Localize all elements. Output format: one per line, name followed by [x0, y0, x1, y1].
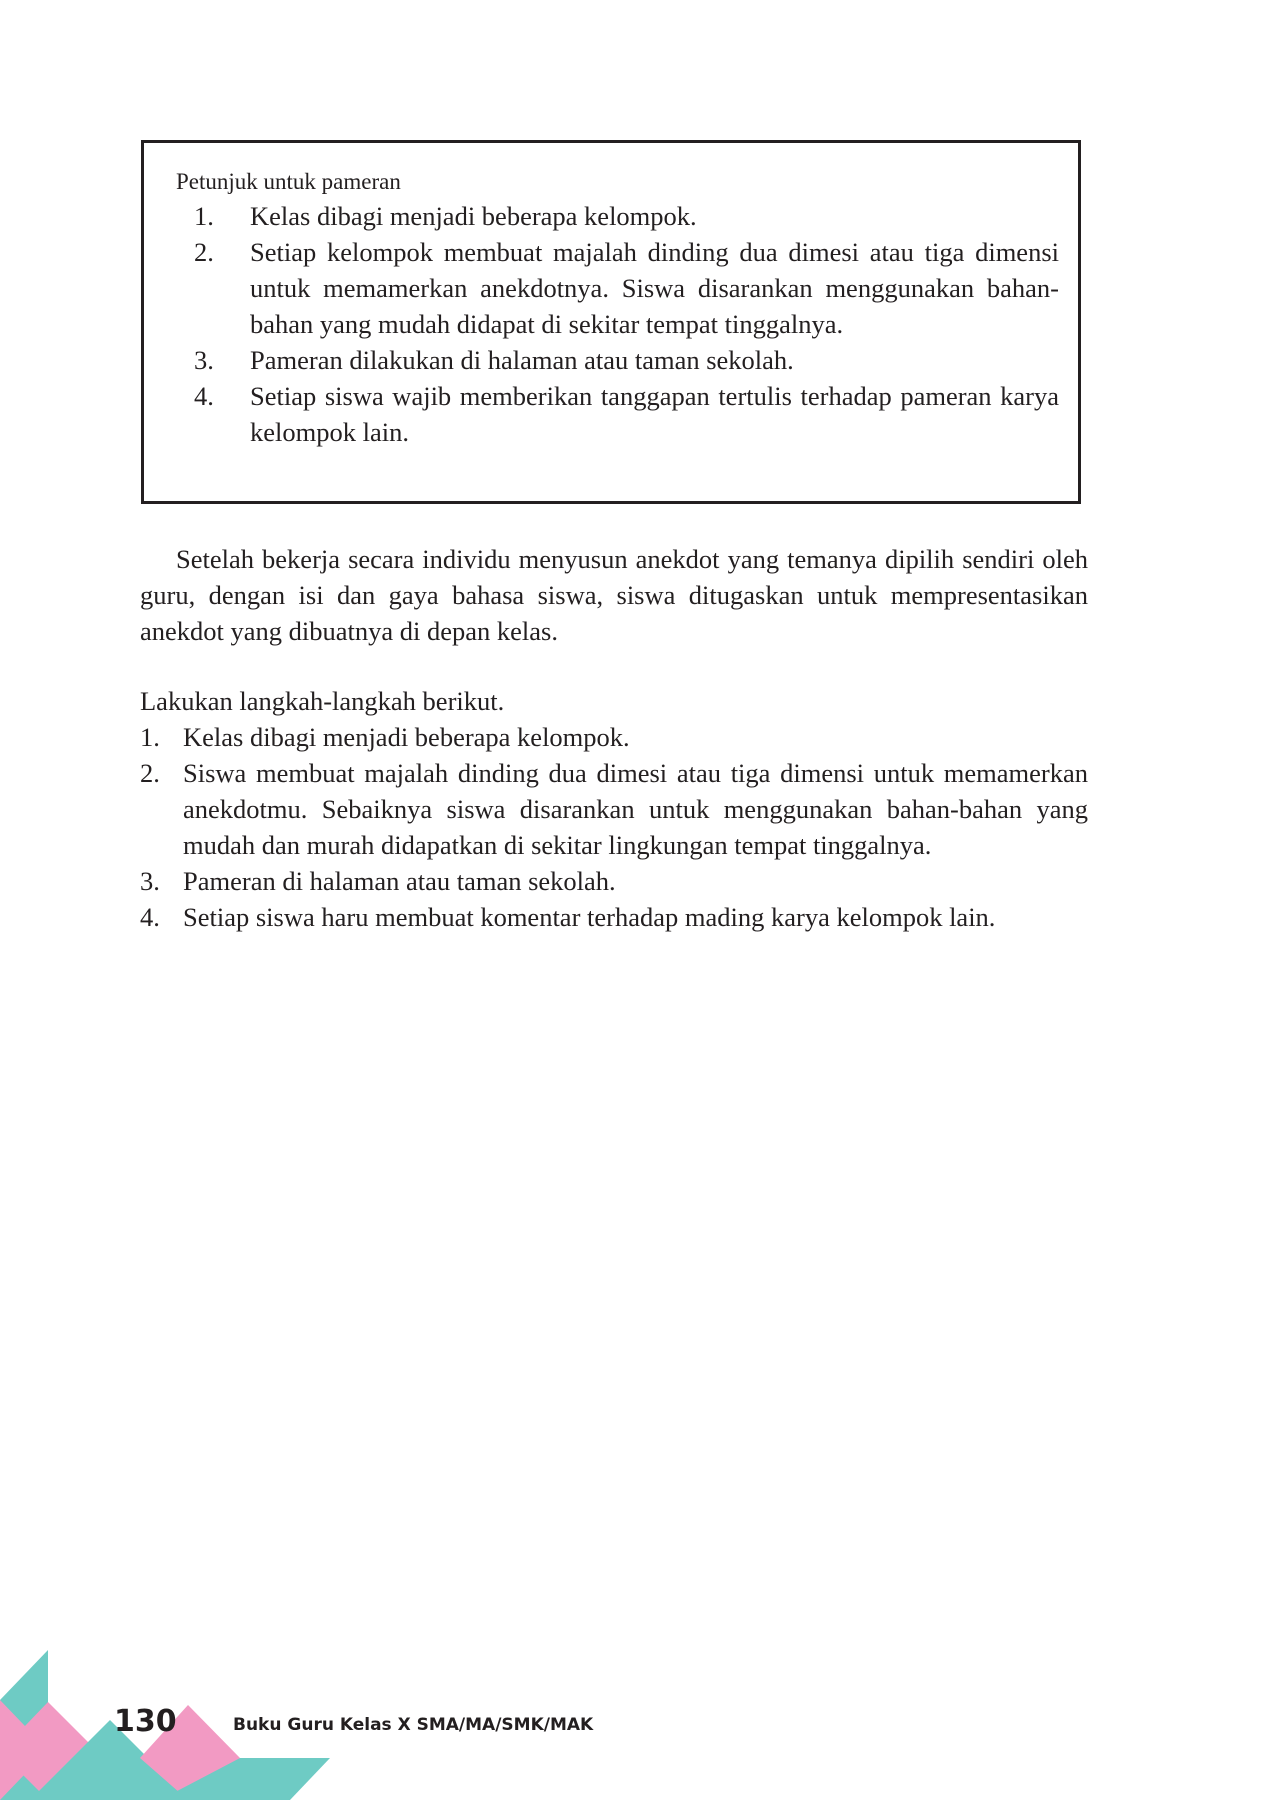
steps-list-item [140, 863, 1088, 899]
steps-list [140, 719, 1088, 935]
item-number: 3. [140, 866, 160, 896]
item-number: 4. [194, 381, 214, 411]
steps-list-item [140, 899, 1088, 935]
box-title: Petunjuk untuk pameran [176, 169, 401, 194]
box-list-item [194, 198, 1059, 234]
item-number: 3. [194, 345, 214, 375]
item-text: Pameran di halaman atau taman sekolah. [183, 866, 616, 896]
item-number: 2. [194, 237, 214, 267]
item-text: Setiap kelompok membuat majalah dinding dua dimesi atau tiga dimensi untuk memamerkan anekdotnya. Siswa disarankan menggunakan bahan-bahan yang mudah didapat di sekitar tempat tinggalnya. [250, 237, 1059, 339]
steps-intro: Lakukan langkah-langkah berikut. [140, 686, 505, 716]
item-number: 2. [140, 758, 160, 788]
book-title: Buku Guru Kelas X SMA/MA/SMK/MAK [233, 1715, 594, 1735]
item-text: Kelas dibagi menjadi beberapa kelompok. [183, 722, 630, 752]
item-text: Pameran dilakukan di halaman atau taman sekolah. [250, 345, 794, 375]
item-text: Setiap siswa wajib memberikan tanggapan tertulis terhadap pameran karya kelompok lain. [250, 381, 1059, 447]
body-paragraph: Setelah bekerja secara individu menyusun anekdot yang temanya dipilih sendiri oleh guru, dengan isi dan gaya bahasa siswa, siswa ditugaskan untuk mempresentasikan anekdot yang dibuatnya di depan kelas. [140, 544, 1088, 646]
steps-list-item [140, 719, 1088, 755]
item-number: 1. [140, 722, 160, 752]
box-list-item [194, 342, 1059, 378]
box-list-item [194, 234, 1059, 342]
steps-list-item [140, 755, 1088, 863]
item-text: Kelas dibagi menjadi beberapa kelompok. [250, 201, 697, 231]
item-text: Setiap siswa haru membuat komentar terhadap mading karya kelompok lain. [183, 902, 996, 932]
instructions-box [141, 140, 1081, 504]
item-text: Siswa membuat majalah dinding dua dimesi atau tiga dimensi untuk memamerkan anekdotmu. Sebaiknya siswa disarankan untuk menggunakan bahan-bahan yang mudah dan murah didapatkan di sekitar lingkungan tempat tinggalnya. [183, 758, 1088, 860]
item-number: 1. [194, 201, 214, 231]
box-list-item [194, 378, 1059, 450]
item-number: 4. [140, 902, 160, 932]
page-number: 130 [114, 1704, 177, 1739]
box-list [194, 198, 1059, 450]
